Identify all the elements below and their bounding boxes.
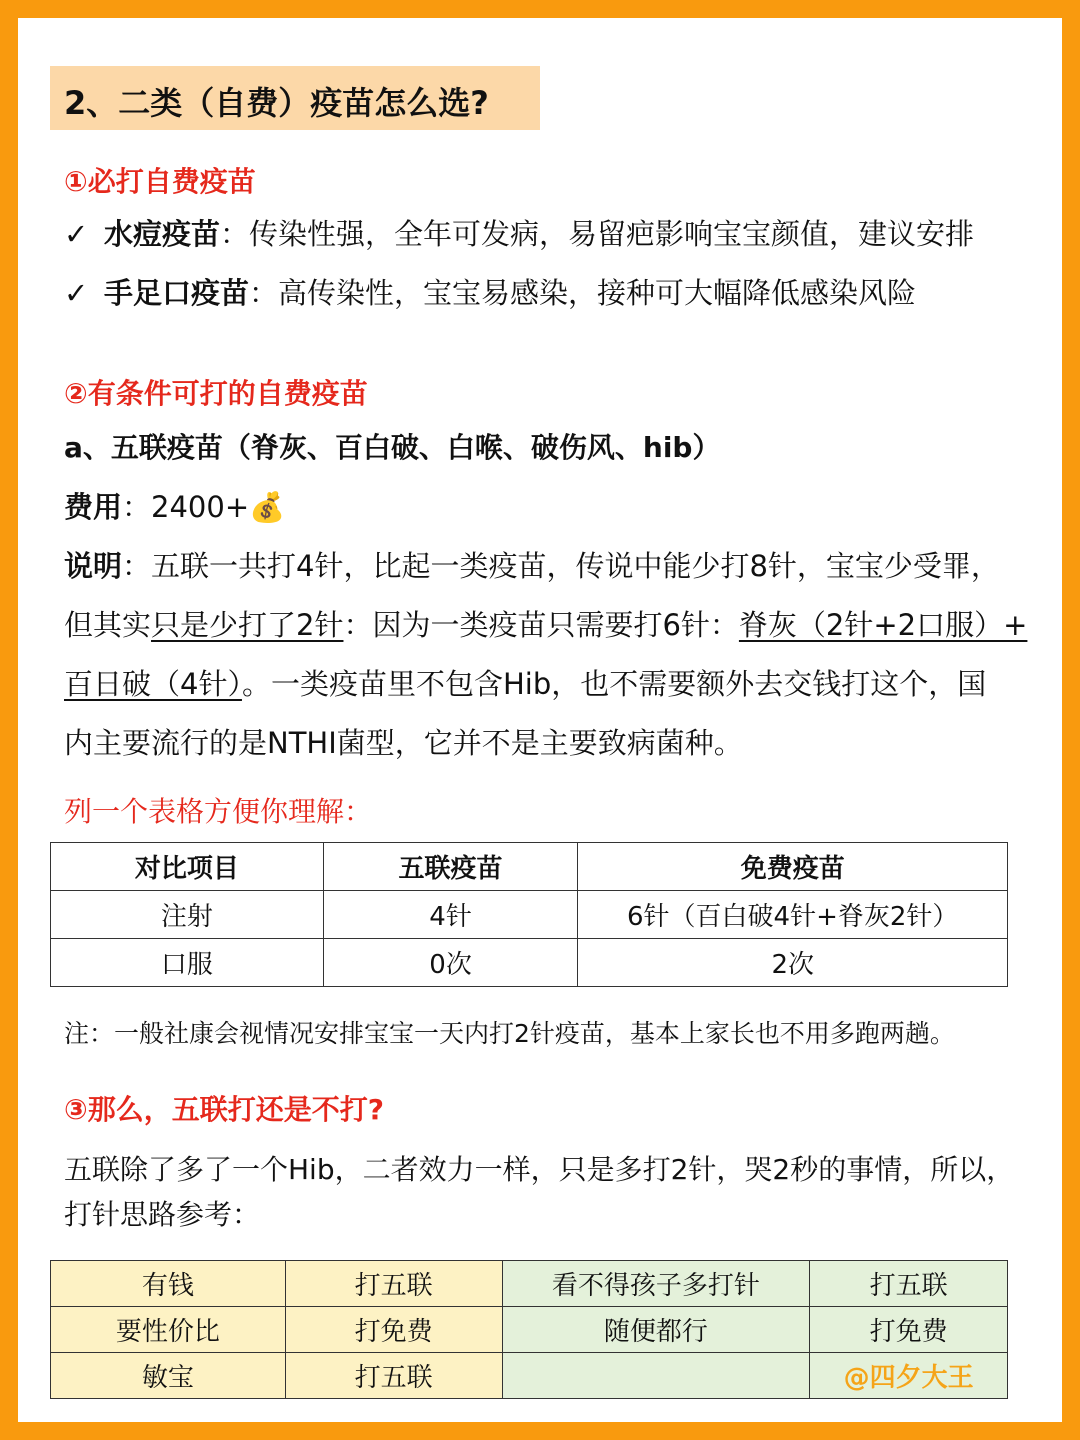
table-cell: 要性价比 [51,1307,286,1353]
decision-para-1: 五联除了多了一个Hib，二者效力一样，只是多打2针，哭2秒的事情，所以， [64,1153,1015,1186]
table-cell: 2次 [578,939,1008,987]
table-cell: 0次 [323,939,578,987]
note-line-3 [64,664,986,704]
check-icon: ✓ [64,276,89,310]
table-row [51,1353,1008,1399]
table-row [51,939,1008,987]
check-icon: ✓ [64,217,89,251]
table-cell: 6针（百白破4针+脊灰2针） [578,891,1008,939]
footnote: 注：一般社康会视情况安排宝宝一天内打2针疫苗，基本上家长也不用多跑两趟。 [64,1019,955,1048]
note-text: 。一类疫苗里不包含Hib，也不需要额外去交钱打这个，国 [241,667,987,701]
note-line-4: 内主要流行的是NTHI菌型，它并不是主要致病菌种。 [64,726,743,760]
cost-value: 2400+ [151,490,250,524]
must-item-sep: ： [220,217,250,251]
note-sep: ： [122,549,152,583]
table-cell: 看不得孩子多打针 [502,1261,810,1307]
cost-line [64,487,285,527]
page [18,18,1062,1422]
table-cell: 4针 [323,891,578,939]
section-title: 2、二类（自费）疫苗怎么选? [64,84,489,122]
optional-heading: ②有条件可打的自费疫苗 [64,377,368,410]
must-item-name: 水痘疫苗 [104,217,221,251]
decision-para-2: 打针思路参考： [64,1198,261,1231]
author-watermark: @四夕大王 [810,1353,1008,1399]
table-cell: 打五联 [810,1261,1008,1307]
table-header-cell: 免费疫苗 [578,843,1008,891]
compare-table [50,842,1008,987]
cost-label: 费用 [64,490,123,524]
table-intro: 列一个表格方便你理解： [64,795,373,828]
note-line-2 [64,605,1027,645]
table-cell: 打免费 [810,1307,1008,1353]
table-row [51,1307,1008,1353]
table-row [51,1261,1008,1307]
table-cell: 打免费 [285,1307,502,1353]
table-cell: 随便都行 [502,1307,810,1353]
note-text: 五联一共打4针，比起一类疫苗，传说中能少打8针，宝宝少受罪， [151,549,1000,583]
vaccine-title: a、五联疫苗（脊灰、百白破、白喉、破伤风、hib） [64,431,721,464]
table-header-cell: 五联疫苗 [323,843,578,891]
money-bag-icon: 💰 [249,490,286,524]
table-header-cell: 对比项目 [51,843,324,891]
table-cell [502,1353,810,1399]
plan-table [50,1260,1008,1399]
must-heading: ①必打自费疫苗 [64,165,256,198]
cost-sep: ： [122,490,152,524]
table-cell: 打五联 [285,1261,502,1307]
note-underlined: 百日破（4针） [64,667,242,701]
table-cell: 打五联 [285,1353,502,1399]
must-item-desc: 高传染性，宝宝易感染，接种可大幅降低感染风险 [278,276,917,310]
table-cell: 有钱 [51,1261,286,1307]
table-cell: 注射 [51,891,324,939]
note-underlined: 只是少打了2针 [151,608,344,642]
must-item-desc: 传染性强，全年可发病，易留疤影响宝宝颜值，建议安排 [249,217,975,251]
must-item-name: 手足口疫苗 [104,276,250,310]
must-item-sep: ： [249,276,279,310]
note-line-1 [64,546,1000,586]
table-cell: 敏宝 [51,1353,286,1399]
table-cell: 口服 [51,939,324,987]
must-item-hfmd [64,273,916,313]
must-item-varicella [64,214,974,254]
table-header-row [51,843,1008,891]
table-row [51,891,1008,939]
note-text: ：因为一类疫苗只需要打6针： [343,608,739,642]
note-underlined: 脊灰（2针+2口服）+ [738,608,1028,642]
note-label: 说明 [64,549,123,583]
note-text: 但其实 [64,608,152,642]
decision-heading: ③那么，五联打还是不打? [64,1093,384,1126]
